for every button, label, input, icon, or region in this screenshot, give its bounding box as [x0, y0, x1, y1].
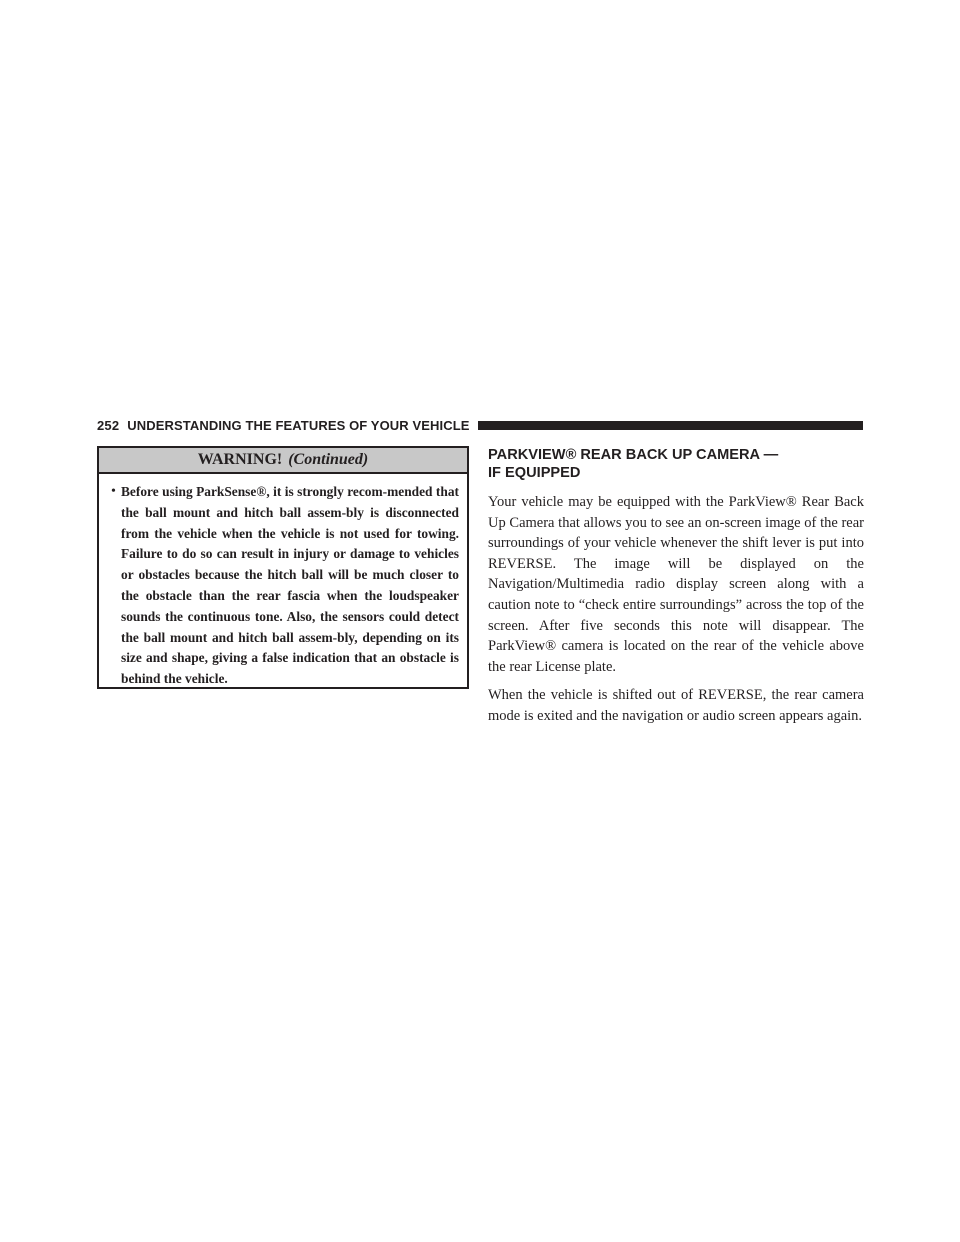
page-number: 252	[97, 417, 120, 433]
parkview-section	[488, 446, 864, 735]
section-heading	[488, 446, 864, 482]
section-heading-line-2: IF EQUIPPED	[488, 465, 581, 481]
body-paragraph-1: Your vehicle may be equipped with the ParkView® Rear Back Up Camera that allows you to see an on-screen image of the rear surroundings of your vehicle whenever the shift lever is put into REVERSE. The image will be displayed on the Navigation/Multimedia radio display screen along with a caution note to “check entire surroundings” across the top of the screen. After five seconds this note will disappear. The ParkView® camera is located on the rear of the vehicle above the rear License plate.	[488, 494, 864, 675]
warning-body	[99, 474, 467, 690]
warning-title: WARNING!	[197, 451, 283, 468]
warning-box	[97, 446, 469, 689]
running-section-title: UNDERSTANDING THE FEATURES OF YOUR VEHICLE	[127, 417, 470, 433]
warning-continued-label: (Continued)	[288, 451, 369, 468]
page-header	[97, 417, 863, 433]
warning-text: Before using ParkSense®, it is strongly recom-mended that the ball mount and hitch ball assem-bly is disconnected from the vehicle when the vehicle is not used for towing. Failure to do so can result in injury or damage to vehicles or obstacles because the hitch ball will be much closer to the obstacle than the rear fascia when the loudspeaker sounds the continuous tone. Also, the sensors could detect the ball mount and hitch ball assem-bly, depending on its size and shape, giving a false indication that an obstacle is behind the vehicle.	[121, 484, 459, 687]
header-rule	[478, 421, 863, 430]
section-heading-line-1: PARKVIEW® REAR BACK UP CAMERA —	[488, 447, 779, 463]
warning-title-bar	[99, 448, 467, 474]
body-paragraph-2: When the vehicle is shifted out of REVERSE, the rear camera mode is exited and the navigation or audio screen appears again.	[488, 687, 864, 724]
bullet-icon: •	[111, 484, 116, 499]
